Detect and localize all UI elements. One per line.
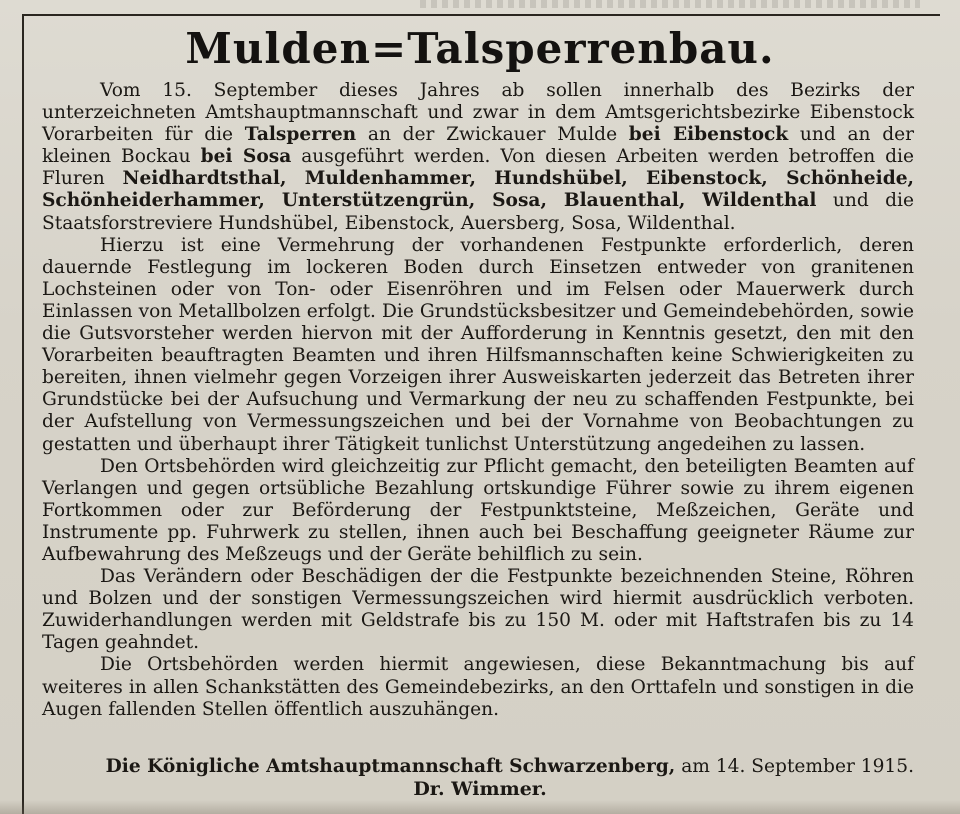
issue-date: am 14. September 1915. bbox=[675, 756, 914, 777]
text-segment: Den Ortsbehörden wird gleichzeitig zur Pflicht gemacht, den beteiligten Beamten auf Verlangen und gegen ortsübliche Bezahlung ortskundige Führer sowie zu ihrem eigenen Fortkommen oder zur Beförderung der Festpunktsteine, Meßzeichen, Geräte und Instrumente pp. Fuhrwerk zu stellen, ihnen auch bei Beschaffung geeigneter Räume zur Aufbewahrung des Meßzeugs und der Geräte behilflich zu sein. bbox=[42, 455, 914, 565]
paragraph bbox=[42, 235, 914, 456]
authority-name: Die Königliche Amtshauptmannschaft Schwarzenberg, bbox=[105, 756, 676, 777]
bold-text: bei Sosa bbox=[200, 146, 292, 168]
text-segment: und die Staatsforstreviere Hundshübel, Eibenstock, Auersberg, Sosa, Wildenthal. bbox=[42, 190, 914, 234]
page-edge bbox=[0, 800, 960, 814]
text-segment: an der Zwickauer Mulde bbox=[356, 124, 629, 146]
text-segment: Die Ortsbehörden werden hiermit angewiesen, diese Bekanntmachung bis auf weiteres in allen Schankstätten des Gemeindebezirks, an den Orttafeln und sonstigen in die Augen fallenden Stellen öffentlich auszuhängen. bbox=[42, 654, 914, 720]
bleed-through-text bbox=[420, 0, 920, 8]
signer-name: Dr. Wimmer. bbox=[413, 778, 547, 800]
top-rule bbox=[22, 14, 940, 16]
text-segment: ausgeführt werden. Von diesen Arbeiten werden betroffen die Fluren bbox=[42, 146, 915, 190]
signature-line bbox=[42, 756, 914, 778]
paragraph bbox=[42, 456, 914, 566]
bold-text: Neidhardtsthal, Muldenhammer, Hundshübel, Eibenstock, Schönheide, Schönheiderhammer, Unterstützengrün, Sosa, Blauenthal, Wildenthal bbox=[42, 168, 914, 212]
left-rule bbox=[22, 14, 24, 814]
paragraph bbox=[42, 80, 914, 235]
paragraph bbox=[42, 654, 914, 720]
text-segment: und an der kleinen Bockau bbox=[42, 124, 914, 168]
paragraph bbox=[42, 566, 914, 654]
notice-title: Mulden=Talsperrenbau. bbox=[185, 24, 775, 73]
text-segment: Hierzu ist eine Vermehrung der vorhandenen Festpunkte erforderlich, deren dauernde Festlegung im lockeren Boden durch Einsetzen entweder von granitenen Lochsteinen oder von Ton- oder Eisenröhren und im Felsen oder Mauerwerk durch Einlassen von Metallbolzen erfolgt. Die Grundstücksbesitzer und Gemeindebehörden, sowie die Gutsvorsteher werden hiervon mit der Aufforderung in Kenntnis gesetzt, den mit den Vorarbeiten beauftragten Beamten und ihren Hilfsmannschaften keine Schwierigkeiten zu bereiten, ihnen vielmehr gegen Vorzeigen ihrer Ausweiskarten jederzeit das Betreten ihrer Grundstücke bei der Aufsuchung und Vermarkung der neu zu schaffenden Festpunkte, bei der Aufstellung von Vermessungszeichen und bei der Vornahme von Beobachtungen zu gestatten und überhaupt ihrer Tätigkeit tunlichst Unterstützung angedeihen zu lassen. bbox=[42, 234, 914, 455]
bold-text: Talsperren bbox=[244, 124, 357, 146]
bold-text: bei Eibenstock bbox=[628, 124, 789, 146]
text-segment: Vom 15. September dieses Jahres ab sollen innerhalb des Bezirks der unterzeichneten Amtshauptmannschaft und zwar in dem Amtsgerichtsbezirke Eibenstock Vorarbeiten für die bbox=[42, 80, 914, 146]
notice-body bbox=[42, 80, 914, 721]
text-segment: Das Verändern oder Beschädigen der die Festpunkte bezeichnenden Steine, Röhren und Bolzen und der sonstigen Vermessungszeichen wird hiermit ausdrücklich verboten. Zuwiderhandlungen werden mit Geldstrafe bis zu 150 M. oder mit Haftstrafen bis zu 14 Tagen geahndet. bbox=[42, 566, 914, 654]
